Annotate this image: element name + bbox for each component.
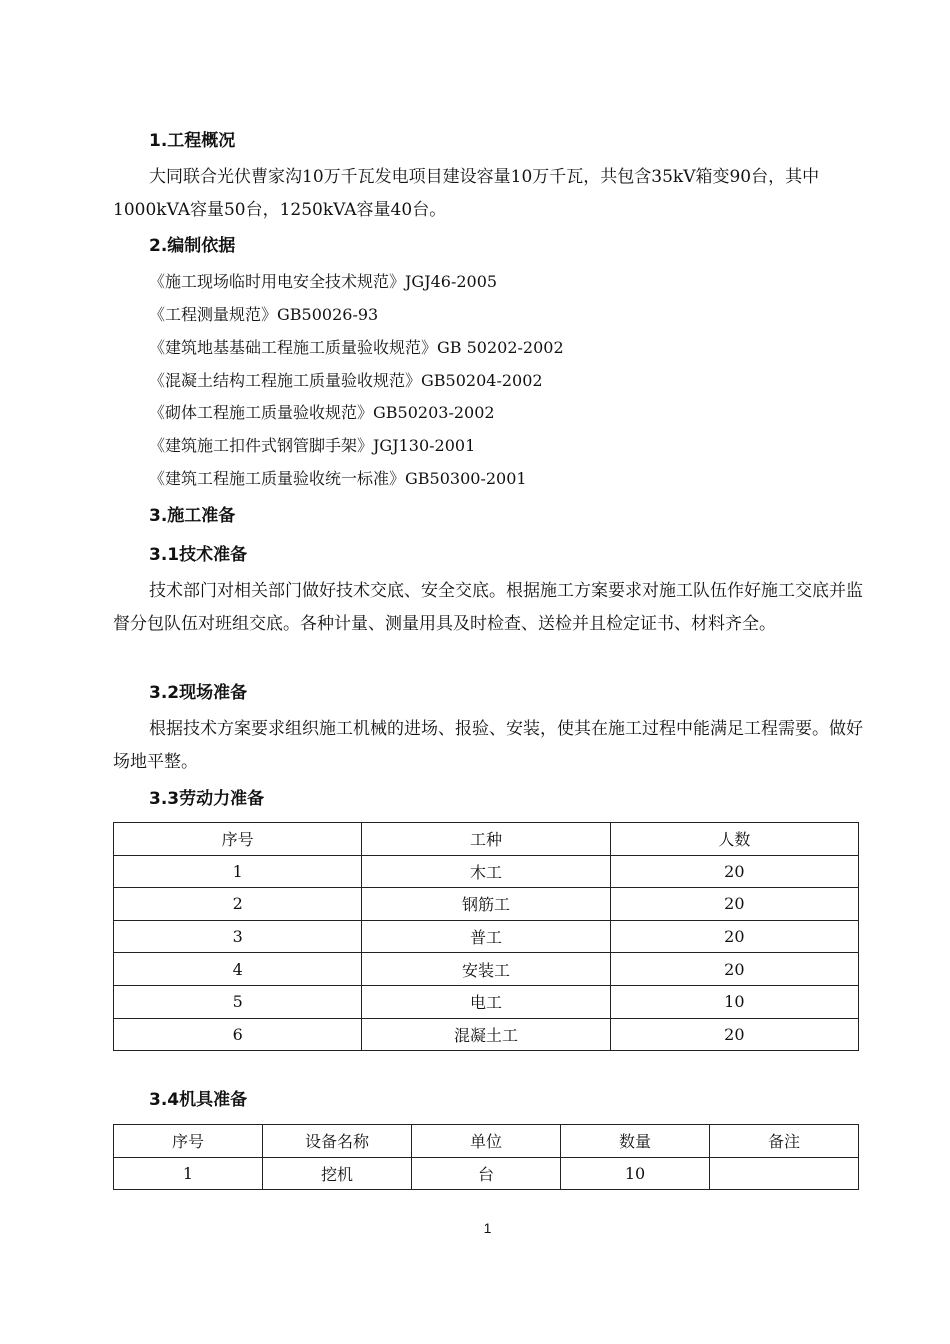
technical-paragraph <box>113 575 873 641</box>
technical-text: 技术部门对相关部门做好技术交底、安全交底。根据施工方案要求对施工队伍作好施工交底并监督分包队伍对班组交底。各种计量、测量用具及时检查、送检并且检定证书、材料齐全。 <box>113 581 863 634</box>
table-cell: 20 <box>610 888 858 921</box>
reference-item: 《施工现场临时用电安全技术规范》JGJ46-2005 <box>149 272 498 291</box>
table-header-cell: 数量 <box>561 1125 710 1158</box>
labor-table <box>113 822 859 1051</box>
section-heading-basis: 2.编制依据 <box>149 236 236 256</box>
table-header-cell: 设备名称 <box>263 1125 412 1158</box>
table-header-cell: 序号 <box>114 1125 263 1158</box>
reference-item: 《建筑施工扣件式钢管脚手架》JGJ130-2001 <box>149 436 476 455</box>
page-number: 1 <box>483 1220 492 1236</box>
overview-text: 大同联合光伏曹家沟10万千瓦发电项目建设容量10万千瓦，共包含35kV箱变90台，其中1000kVA容量50台，1250kVA容量40台。 <box>113 167 820 220</box>
table-header-cell: 备注 <box>710 1125 859 1158</box>
table-cell <box>710 1157 859 1190</box>
section-heading-overview: 1.工程概况 <box>149 131 236 151</box>
reference-item: 《砌体工程施工质量验收规范》GB50203-2002 <box>149 403 495 422</box>
table-cell: 电工 <box>362 985 610 1018</box>
table-header-row <box>114 823 859 856</box>
subsection-heading-labor: 3.3劳动力准备 <box>149 789 265 809</box>
reference-item: 《建筑工程施工质量验收统一标准》GB50300-2001 <box>149 469 527 488</box>
table-header-cell: 人数 <box>610 823 858 856</box>
table-row <box>114 953 859 986</box>
table-cell: 混凝土工 <box>362 1018 610 1051</box>
table-cell: 20 <box>610 1018 858 1051</box>
table-row <box>114 1157 859 1190</box>
table-cell: 20 <box>610 855 858 888</box>
table-cell: 1 <box>114 1157 263 1190</box>
site-text: 根据技术方案要求组织施工机械的进场、报验、安装，使其在施工过程中能满足工程需要。做好场地平整。 <box>113 719 863 772</box>
reference-item: 《混凝土结构工程施工质量验收规范》GB50204-2002 <box>149 371 543 390</box>
table-cell: 安装工 <box>362 953 610 986</box>
reference-item: 《工程测量规范》GB50026-93 <box>149 305 379 324</box>
table-header-row <box>114 1125 859 1158</box>
subsection-heading-technical: 3.1技术准备 <box>149 545 248 565</box>
table-cell: 2 <box>114 888 362 921</box>
overview-paragraph <box>113 161 873 227</box>
table-row <box>114 920 859 953</box>
equipment-table <box>113 1124 859 1190</box>
table-cell: 20 <box>610 920 858 953</box>
table-cell: 普工 <box>362 920 610 953</box>
site-paragraph <box>113 713 873 779</box>
table-cell: 10 <box>561 1157 710 1190</box>
table-cell: 1 <box>114 855 362 888</box>
table-cell: 6 <box>114 1018 362 1051</box>
table-cell: 台 <box>412 1157 561 1190</box>
table-cell: 20 <box>610 953 858 986</box>
section-heading-preparation: 3.施工准备 <box>149 506 236 526</box>
table-row <box>114 855 859 888</box>
table-cell: 钢筋工 <box>362 888 610 921</box>
table-header-cell: 序号 <box>114 823 362 856</box>
table-row <box>114 985 859 1018</box>
table-header-cell: 工种 <box>362 823 610 856</box>
subsection-heading-site: 3.2现场准备 <box>149 683 248 703</box>
table-cell: 木工 <box>362 855 610 888</box>
table-cell: 10 <box>610 985 858 1018</box>
table-row <box>114 1018 859 1051</box>
table-header-cell: 单位 <box>412 1125 561 1158</box>
reference-item: 《建筑地基基础工程施工质量验收规范》GB 50202-2002 <box>149 338 564 357</box>
subsection-heading-equipment: 3.4机具准备 <box>149 1090 248 1110</box>
table-cell: 3 <box>114 920 362 953</box>
table-cell: 4 <box>114 953 362 986</box>
table-row <box>114 888 859 921</box>
table-cell: 挖机 <box>263 1157 412 1190</box>
table-cell: 5 <box>114 985 362 1018</box>
